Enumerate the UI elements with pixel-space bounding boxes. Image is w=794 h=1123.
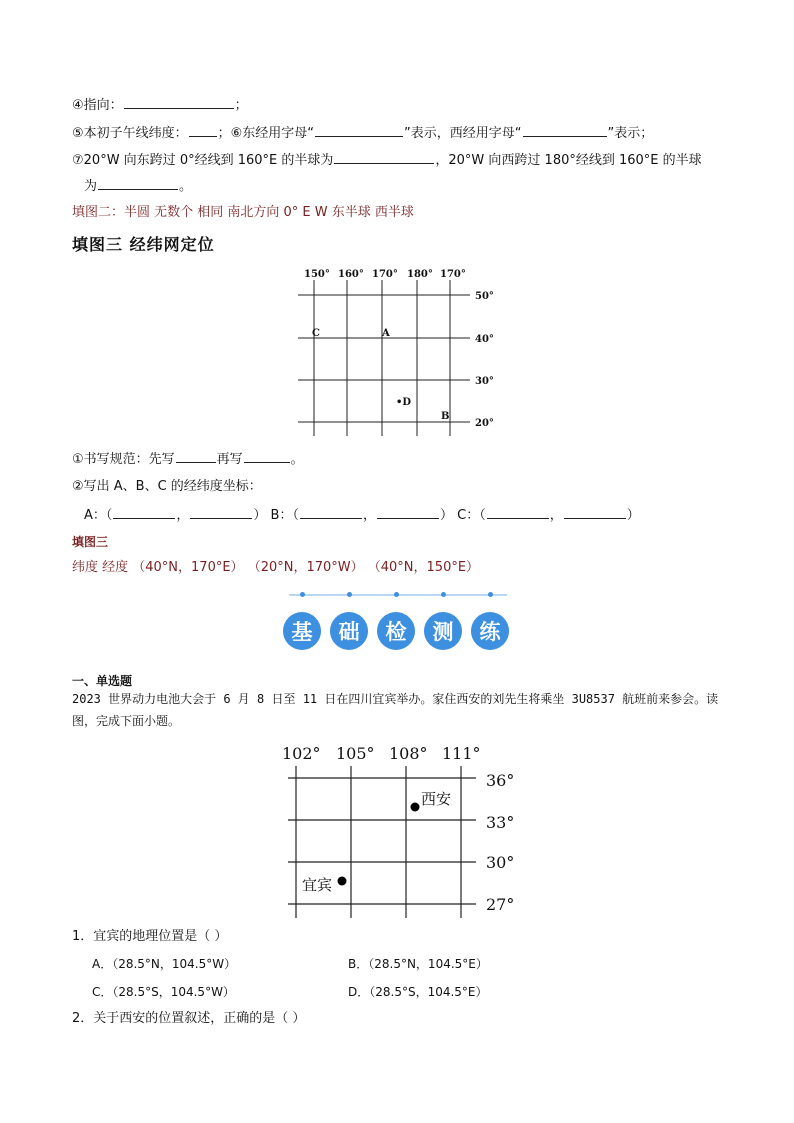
- q1-option-d[interactable]: D．（28.5°S，104.5°E）: [348, 985, 488, 999]
- blank[interactable]: [315, 124, 403, 137]
- blank[interactable]: [244, 450, 290, 463]
- city-xian-dot: [411, 803, 420, 812]
- lon-label: 160°: [338, 269, 364, 280]
- q1-option-b[interactable]: B．（28.5°N，104.5°E）: [348, 957, 488, 971]
- banner-dot: [347, 592, 352, 597]
- lat-label: 30°: [486, 853, 515, 872]
- blank[interactable]: [334, 151, 434, 164]
- q1-option-c[interactable]: C．（28.5°S，104.5°W）: [92, 985, 235, 999]
- lon-label: 150°: [304, 269, 330, 280]
- line4-label: ④指向：: [72, 98, 123, 113]
- line6-label: ；⑥东经用字母“: [217, 126, 315, 141]
- blank[interactable]: [124, 96, 234, 109]
- city-xian-label: 西安: [421, 790, 452, 808]
- banner-char: 础: [330, 612, 368, 650]
- fill-line-4: [72, 96, 248, 115]
- lon-label: 108°: [389, 744, 428, 763]
- line5-label: ⑤本初子午线纬度：: [72, 126, 188, 141]
- banner-char: 检: [377, 612, 415, 650]
- lat-lon-grid-1: [290, 262, 510, 442]
- banner-dot: [441, 592, 446, 597]
- line6-mid: ”表示，西经用字母“: [404, 126, 522, 141]
- line7-c: 为: [84, 179, 98, 194]
- lat-label: 36°: [486, 771, 515, 790]
- coords-answer-line: [84, 506, 640, 525]
- lon-label: 180°: [407, 269, 433, 280]
- coord-c-label: ） C：（: [440, 508, 486, 523]
- line7-b: ，20°W 向西跨过 180°经线到 160°E 的半球: [435, 153, 702, 168]
- blank[interactable]: [190, 506, 252, 519]
- blank[interactable]: [176, 450, 216, 463]
- lat-label: 50°: [475, 291, 494, 302]
- coord-b-label: ） B：（: [253, 508, 299, 523]
- lat-label: 20°: [475, 418, 494, 429]
- blank[interactable]: [564, 506, 626, 519]
- punct: ；: [234, 98, 248, 113]
- lon-label: 105°: [336, 744, 375, 763]
- banner-char: 基: [283, 612, 321, 650]
- lat-label: 40°: [475, 334, 494, 345]
- answer-fill3: 纬度 经度 （40°N，170°E） （20°N，170°W） （40°N，150°E）: [72, 560, 480, 575]
- lon-label: 170°: [440, 269, 466, 280]
- q1-text-a: ①书写规范：先写: [72, 452, 175, 467]
- section-title-fill3: 填图三 经纬网定位: [72, 235, 215, 254]
- line7-a: ⑦20°W 向东跨过 0°经线到 160°E 的半球为: [72, 153, 334, 168]
- banner-dot: [300, 592, 305, 597]
- line6-end: ”表示；: [607, 126, 654, 141]
- lon-label: 170°: [372, 269, 398, 280]
- passage: 2023 世界动力电池大会于 6 月 8 日至 11 日在四川宜宾举办。家住西安的刘先生将乘坐 3U8537 航班前来参会。读图，完成下面小题。: [72, 692, 719, 728]
- coord-a-label: A：（: [84, 508, 113, 523]
- comma: ，: [362, 508, 376, 523]
- lat-label: 30°: [475, 376, 494, 387]
- blank[interactable]: [377, 506, 439, 519]
- answer-fill2: 填图二：半圆 无数个 相同 南北方向 0° E W 东半球 西半球: [72, 205, 414, 220]
- answer-label-fill3: 填图三: [72, 535, 109, 549]
- blank[interactable]: [113, 506, 175, 519]
- lat-label: 27°: [486, 895, 515, 914]
- city-yibin-label: 宜宾: [302, 876, 333, 894]
- comma: ，: [176, 508, 190, 523]
- banner-dot: [394, 592, 399, 597]
- blank[interactable]: [487, 506, 549, 519]
- lon-label: 102°: [282, 744, 321, 763]
- q1-option-a[interactable]: A．（28.5°N，104.5°W）: [92, 957, 237, 971]
- fill-line-7: [72, 151, 702, 170]
- point-a: A: [382, 328, 390, 339]
- section-heading: 一、单选题: [72, 674, 133, 688]
- q2-stem: 2．关于西安的位置叙述，正确的是（ ）: [72, 1011, 306, 1026]
- line7-end: 。: [179, 179, 193, 194]
- banner-char: 测: [424, 612, 462, 650]
- banner-dot: [488, 592, 493, 597]
- blank[interactable]: [189, 124, 217, 137]
- lat-lon-grid-2: [278, 740, 528, 922]
- blank[interactable]: [300, 506, 362, 519]
- q1-text-b: 再写: [216, 452, 243, 467]
- blank[interactable]: [98, 177, 178, 190]
- point-c: C: [312, 328, 320, 339]
- question-2-coords: ②写出 A、B、C 的经纬度坐标：: [72, 479, 262, 494]
- point-b: B: [441, 411, 450, 422]
- city-yibin-dot: [338, 877, 347, 886]
- q1-text-c: 。: [290, 452, 304, 467]
- practice-banner: [283, 592, 513, 654]
- close-paren: ）: [626, 508, 640, 523]
- fill-line-5: [72, 124, 653, 143]
- lat-label: 33°: [486, 813, 515, 832]
- comma: ，: [549, 508, 563, 523]
- question-1-writing: [72, 450, 304, 469]
- lon-label: 111°: [442, 744, 481, 763]
- q1-stem: 1．宜宾的地理位置是（ ）: [72, 929, 228, 944]
- banner-char: 练: [471, 612, 509, 650]
- blank[interactable]: [523, 124, 607, 137]
- fill-line-7-cont: [84, 177, 192, 196]
- point-d: •D: [396, 397, 412, 408]
